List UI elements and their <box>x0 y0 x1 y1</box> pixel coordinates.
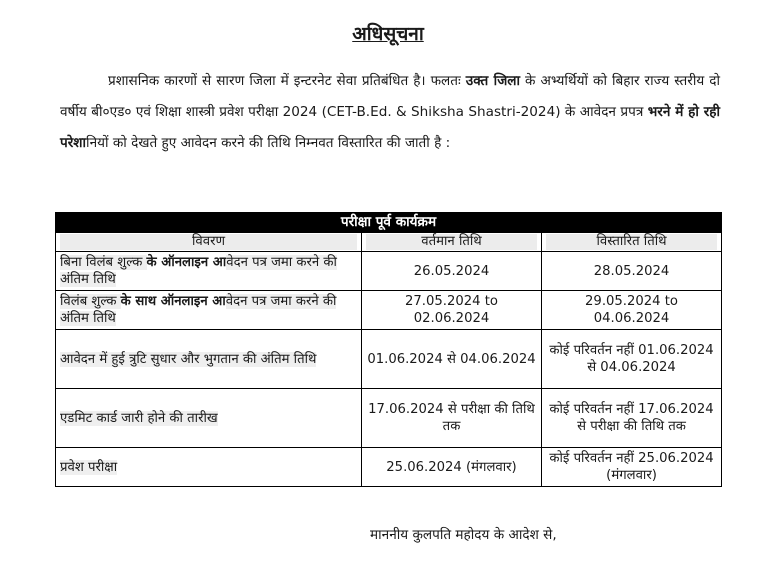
row-extended-date: 29.05.2024 to 04.06.2024 <box>542 291 722 330</box>
table-title: परीक्षा पूर्व कार्यक्रम <box>56 213 722 233</box>
row-label: आवेदन में हुई त्रुटि सुधार और भुगतान की अंतिम तिथि <box>56 330 362 389</box>
paragraph-bold-2: भरने में हो रही परेशा <box>60 104 720 151</box>
notice-paragraph <box>60 66 720 159</box>
footer-signature-line: माननीय कुलपति महोदय के आदेश से, <box>370 527 557 543</box>
paragraph-text-2: के अभ्यर्थियों को बिहार राज्य स्तरीय दो वर्षीय बी०एड० एवं शिक्षा शास्त्री प्रवेश परीक्षा 2024 (CET-B.Ed. & Shiksha Shastri-2024) के आवेदन प्रपत्र <box>60 73 721 120</box>
table-row <box>56 448 722 487</box>
row-label: प्रवेश परीक्षा <box>56 448 362 487</box>
row-current-date: 27.05.2024 to 02.06.2024 <box>362 291 542 330</box>
schedule-table <box>55 212 722 487</box>
row-current-date: 01.06.2024 से 04.06.2024 <box>362 330 542 389</box>
paragraph-text-1: प्रशासनिक कारणों से सारण जिला में इन्टरनेट सेवा प्रतिबंधित है। फलतः <box>108 73 466 89</box>
row-current-date: 25.06.2024 (मंगलवार) <box>362 448 542 487</box>
page-title: अधिसूचना <box>352 23 424 45</box>
row-label: एडमिट कार्ड जारी होने की तारीख <box>56 389 362 448</box>
column-header-extended-date: विस्तारित तिथि <box>542 233 722 252</box>
row-label: बिना विलंब शुल्क के ऑनलाइन आवेदन पत्र जमा करने की अंतिम तिथि <box>56 252 362 291</box>
row-current-date: 17.06.2024 से परीक्षा की तिथि तक <box>362 389 542 448</box>
table-row <box>56 252 722 291</box>
row-label: विलंब शुल्क के साथ ऑनलाइन आवेदन पत्र जमा करने की अंतिम तिथि <box>56 291 362 330</box>
row-extended-date: कोई परिवर्तन नहीं 01.06.2024 से 04.06.2024 <box>542 330 722 389</box>
paragraph-bold-1: उक्त जिला <box>465 73 521 89</box>
row-extended-date: कोई परिवर्तन नहीं 17.06.2024 से परीक्षा की तिथि तक <box>542 389 722 448</box>
table-row <box>56 389 722 448</box>
row-extended-date: कोई परिवर्तन नहीं 25.06.2024 (मंगलवार) <box>542 448 722 487</box>
table-row <box>56 291 722 330</box>
row-current-date: 26.05.2024 <box>362 252 542 291</box>
table-row <box>56 330 722 389</box>
column-header-current-date: वर्तमान तिथि <box>362 233 542 252</box>
column-header-description: विवरण <box>56 233 362 252</box>
paragraph-text-3: नियों को देखते हुए आवेदन करने की तिथि निम्नवत विस्तारित की जाती है : <box>86 135 451 151</box>
row-extended-date: 28.05.2024 <box>542 252 722 291</box>
